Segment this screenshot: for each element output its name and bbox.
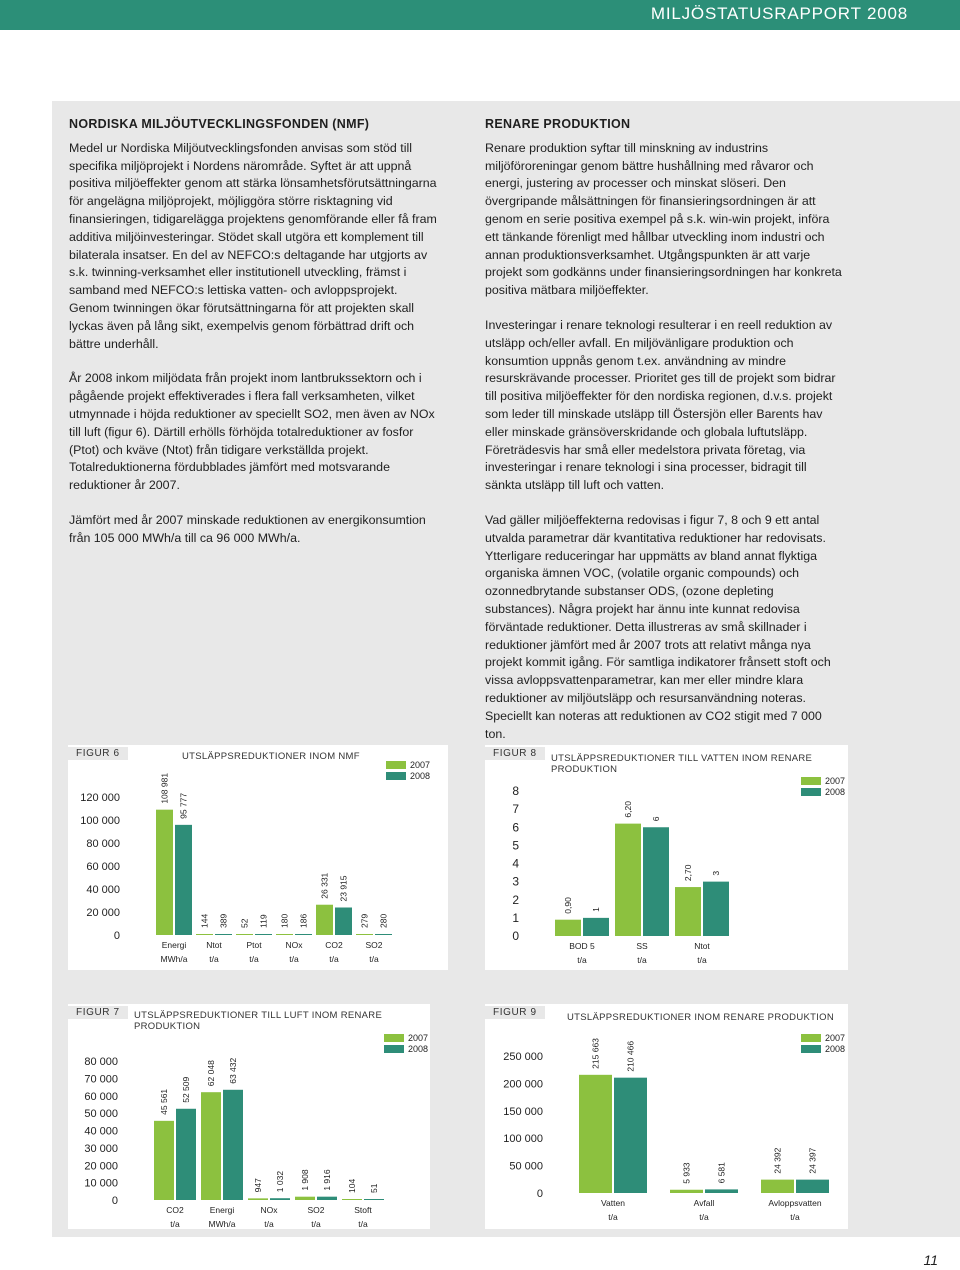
data-label: 63 432 — [228, 1057, 238, 1084]
y-tick-label: 4 — [512, 856, 519, 871]
x-unit-label: t/a — [637, 955, 647, 965]
data-label: 279 — [359, 913, 370, 928]
x-category-label: BOD 5 — [569, 941, 595, 951]
nmf-heading: NORDISKA MILJÖUTVECKLINGSFONDEN (NMF) — [69, 117, 370, 131]
bar-nox-2007 — [248, 1198, 268, 1200]
data-label: 52 — [239, 918, 250, 928]
x-unit-label: t/a — [311, 1219, 321, 1229]
figure-6-chart — [68, 745, 448, 970]
x-unit-label: t/a — [249, 954, 259, 964]
figure-9 — [485, 1004, 848, 1229]
renare-paragraph-1: Renare produktion syftar till minskning av industrins miljöföroreningar genom bättre hushållning med råvaror och energi, justering av processer och minskat slöseri. Den övergripande målsättningen för finansieringsordningen är att genom en serie positiva exempel på s.k. win-win projekt, införa ett tänkande förenligt med hållbar utveckling inom industri och annan produktionsverksamhet. Utgångspunkten är att varje projekt som godkänns under finansieringsordningen har konkreta positiva mätbara miljöeffekter. — [485, 140, 842, 298]
legend-2008: 2008 — [825, 1043, 846, 1054]
data-label: 6,20 — [623, 801, 633, 818]
data-label: 52 509 — [181, 1076, 191, 1103]
x-category-label: Ntot — [694, 941, 710, 951]
bar-nox-2008 — [270, 1198, 290, 1200]
data-label: 2,70 — [683, 864, 693, 882]
bar-energi-2007 — [156, 810, 173, 935]
legend-2007: 2007 — [410, 759, 431, 770]
bar-ntot-2007 — [675, 887, 701, 936]
bar-so2-2007 — [295, 1197, 315, 1200]
y-tick-label: 50 000 — [509, 1160, 543, 1173]
bar-ntot-2008 — [215, 934, 232, 935]
bar-ss-2007 — [615, 824, 641, 936]
data-label: 947 — [253, 1178, 263, 1193]
bar-avfall-2008 — [705, 1189, 738, 1193]
bar-avloppsvatten-2007 — [761, 1180, 794, 1193]
renare-paragraph-3: Vad gäller miljöeffekterna redovisas i figur 7, 8 och 9 ett antal utvalda parametrar där kvantitativa reduktioner har redovisats. Ytterligare reduceringar har uppmätts av bland annat flyktiga organiska ämnen VOC, (volatile organic compounds) och ozonnedbrytande substanser ODS, (ozone depleting substances). Några projekt har ännu inte kunnat redovisa förväntade reduktioner. Detta illustreras av små skillnader i reduktioner jämfört med år 2007 trots att relativt många nya projekt kommit igång. För samtliga indikatorer frånsett stoft och vissa avloppsvattenparametrar, kan mer eller mindre klara reduktioner av miljöutsläpp och resursanvändning noteras. Speciellt kan noteras att reduktionen av CO2 stigit med 7 000 ton. — [485, 512, 831, 741]
data-label: 186 — [298, 913, 309, 928]
bar-so2-2008 — [375, 934, 392, 935]
data-label: 0,90 — [563, 897, 573, 914]
figure-7 — [68, 1004, 430, 1229]
x-unit-label: t/a — [577, 955, 587, 965]
bar-co2-2007 — [316, 905, 333, 935]
data-label: 6 — [651, 816, 661, 822]
y-tick-label: 40 000 — [84, 1125, 118, 1138]
report-header — [0, 0, 960, 30]
data-label: 1 908 — [300, 1169, 310, 1191]
data-label: 280 — [378, 913, 389, 928]
legend-2008: 2008 — [410, 770, 431, 781]
x-unit-label: t/a — [209, 954, 219, 964]
left-column — [69, 116, 439, 565]
x-unit-label: t/a — [264, 1219, 274, 1229]
bar-ntot-2007 — [196, 934, 213, 935]
x-category-label: Energi — [209, 1205, 235, 1215]
data-label: 23 915 — [338, 875, 349, 902]
y-tick-label: 7 — [512, 802, 519, 817]
data-label: 180 — [279, 913, 290, 928]
bar-co2-2008 — [176, 1109, 196, 1200]
figure-7-title: UTSLÄPPSREDUKTIONER TILL LUFT INOM RENARE PRODUKTION — [134, 1010, 383, 1032]
nmf-paragraph-2: År 2008 inkom miljödata från projekt inom lantbrukssektorn och i pågående projekt effektiverades i flera fall verksamheten, vilket utmynnade i höjda reduktioner av speciellt SO2, men även av NOx till luft (figur 6). Därtill erhölls förhöjda totalreduktioner av fosfor (Ptot) och kväve (Ntot) från tidigare verkställda projekt. Totalreduktionerna fördubblades jämfört med motsvarande reduktioner år 2007. — [69, 371, 435, 493]
y-tick-label: 1 — [512, 910, 519, 925]
y-tick-label: 150 000 — [503, 1105, 543, 1118]
bar-vatten-2008 — [614, 1078, 647, 1193]
y-tick-label: 3 — [512, 874, 519, 889]
bar-nox-2008 — [295, 934, 312, 935]
figure-6-label: FIGUR 6 — [68, 747, 128, 760]
y-tick-label: 60 000 — [86, 861, 120, 873]
nmf-paragraph-3: Jämfört med år 2007 minskade reduktionen av energikonsumtion från 105 000 MWh/a till ca 96 000 MWh/a. — [69, 512, 426, 545]
x-category-label: Stoft — [354, 1205, 372, 1215]
y-tick-label: 120 000 — [80, 792, 120, 804]
bar-energi-2007 — [201, 1092, 221, 1200]
bar-co2-2007 — [154, 1121, 174, 1200]
figure-8-title: UTSLÄPPSREDUKTIONER TILL VATTEN INOM RENARE PRODUKTION — [551, 753, 813, 775]
figure-8-chart — [485, 745, 848, 970]
data-label: 5 933 — [681, 1162, 692, 1184]
figure-7-label: FIGUR 7 — [68, 1006, 128, 1019]
bar-nox-2007 — [276, 934, 293, 935]
bar-co2-2008 — [335, 907, 352, 935]
data-label: 389 — [218, 913, 229, 928]
data-label: 95 777 — [178, 792, 189, 819]
data-label: 24 397 — [807, 1147, 818, 1174]
data-label: 215 663 — [590, 1038, 601, 1069]
report-title: MILJÖSTATUSRAPPORT 2008 — [650, 4, 908, 23]
data-label: 210 466 — [625, 1040, 636, 1072]
bar-ntot-2008 — [703, 882, 729, 936]
legend-2007: 2007 — [825, 775, 846, 786]
bar-ptot-2007 — [236, 934, 253, 935]
bar-ss-2008 — [643, 827, 669, 936]
data-label: 62 048 — [206, 1060, 216, 1087]
x-category-label: Vatten — [601, 1198, 625, 1208]
y-tick-label: 100 000 — [80, 815, 120, 827]
renare-paragraph-2: Investeringar i renare teknologi resulterar i en reell reduktion av utsläpp och/eller avfall. En miljövänligare produktion och konsumtion uppnås genom t.ex. användning av mindre resurskrävande processer. Prioritet ges till de projekt som bidrar till positiva miljöeffekter för den nordiska regionen, d.v.s. projekt som leder till minskade utsläpp till Östersjön eller Barents hav eller minskade gränsöverskridande och globala luftutsläpp. Företrädesvis har små eller medelstora privata företag, via investeringar i renare teknologi i sina processer, bidragit till sänkta utsläpp till luft och vatten. — [485, 317, 836, 493]
data-label: 104 — [347, 1178, 357, 1193]
x-unit-label: t/a — [697, 955, 707, 965]
legend-2007: 2007 — [408, 1032, 429, 1043]
data-label: 3 — [711, 870, 721, 876]
y-tick-label: 0 — [536, 1188, 543, 1200]
data-label: 26 331 — [319, 872, 330, 899]
figure-6 — [68, 745, 448, 970]
x-category-label: NOx — [260, 1205, 278, 1215]
figure-8 — [485, 745, 848, 970]
data-label: 24 392 — [772, 1147, 783, 1174]
x-unit-label: t/a — [608, 1212, 618, 1222]
bar-so2-2008 — [317, 1197, 337, 1200]
y-tick-label: 5 — [512, 838, 519, 853]
y-tick-label: 250 000 — [503, 1051, 543, 1063]
y-tick-label: 10 000 — [84, 1177, 118, 1190]
y-tick-label: 0 — [113, 930, 120, 942]
y-tick-label: 6 — [512, 820, 519, 835]
x-category-label: SS — [636, 941, 648, 951]
y-tick-label: 100 000 — [503, 1133, 543, 1146]
figure-7-chart — [68, 1004, 430, 1229]
bar-avloppsvatten-2008 — [796, 1180, 829, 1193]
right-column — [485, 116, 845, 760]
x-unit-label: t/a — [790, 1212, 800, 1222]
x-category-label: Avfall — [693, 1198, 715, 1208]
y-tick-label: 8 — [512, 784, 519, 798]
bar-stoft-2007 — [342, 1199, 362, 1200]
data-label: 144 — [199, 913, 210, 928]
bar-energi-2008 — [175, 825, 192, 935]
y-tick-label: 80 000 — [84, 1056, 118, 1068]
y-tick-label: 70 000 — [84, 1073, 118, 1086]
y-tick-label: 50 000 — [84, 1108, 118, 1121]
data-label: 1 032 — [275, 1170, 285, 1193]
renare-heading: RENARE PRODUKTION — [485, 117, 631, 131]
bar-vatten-2007 — [579, 1075, 612, 1193]
bar-bod-5-2007 — [555, 920, 581, 936]
figure-9-label: FIGUR 9 — [485, 1006, 545, 1019]
figure-9-title: UTSLÄPPSREDUKTIONER INOM RENARE PRODUKTION — [567, 1012, 835, 1023]
data-label: 1 916 — [322, 1169, 332, 1191]
figure-8-label: FIGUR 8 — [485, 747, 545, 760]
figure-9-chart — [485, 1004, 848, 1229]
y-tick-label: 40 000 — [86, 884, 120, 896]
x-category-label: Avloppsvatten — [768, 1198, 822, 1208]
data-label: 119 — [258, 914, 269, 928]
bar-stoft-2008 — [364, 1199, 384, 1200]
legend-2008: 2008 — [408, 1043, 429, 1054]
x-category-label: Ntot — [206, 940, 222, 950]
x-category-label: CO2 — [325, 940, 343, 950]
x-unit-label: t/a — [170, 1219, 180, 1229]
x-category-label: SO2 — [307, 1205, 325, 1215]
x-category-label: Energi — [161, 940, 187, 950]
bar-avfall-2007 — [670, 1190, 703, 1193]
x-category-label: Ptot — [246, 940, 262, 950]
y-tick-label: 20 000 — [84, 1160, 118, 1173]
data-label: 45 561 — [159, 1088, 169, 1115]
data-label: 51 — [369, 1183, 379, 1193]
y-tick-label: 30 000 — [84, 1142, 118, 1155]
legend-2007: 2007 — [825, 1032, 846, 1043]
x-unit-label: MWh/a — [208, 1219, 236, 1229]
y-tick-label: 60 000 — [84, 1090, 118, 1103]
x-category-label: SO2 — [365, 940, 383, 950]
x-category-label: CO2 — [166, 1205, 184, 1215]
x-category-label: NOx — [285, 940, 303, 950]
x-unit-label: t/a — [369, 954, 379, 964]
legend-2008: 2008 — [825, 786, 846, 797]
y-tick-label: 0 — [512, 929, 519, 943]
nmf-paragraph-1: Medel ur Nordiska Miljöutvecklingsfonden anvisas som stöd till specifika miljöprojekt i Nordens närområde. Syftet är att uppnå positiva miljöeffekter genom att stärka lönsamhetsförutsättningarna för angelägna miljöprojekt, möjliggöra större risktagning vid finansieringen, tidigarelägga projektens genomförande eller få fram additiva miljöinvesteringar. Stödet skall utgöra ett komplement till bilaterala insatser. En del av NEFCO:s deltagande har utgjorts av s.k. twinning-verksamhet eller institutionell utveckling, främst i samband med NEFCO:s lettiska vatten- och avloppsprojekt. Genom twinningen ökar förutsättningarna för att projekten skall lyckas även på lång sikt, exempelvis genom förbättrad drift och bättre underhåll. — [69, 140, 437, 351]
bar-ptot-2008 — [255, 934, 272, 935]
y-tick-label: 80 000 — [86, 838, 120, 850]
bar-energi-2008 — [223, 1090, 243, 1200]
bar-so2-2007 — [356, 934, 373, 935]
data-label: 108 981 — [159, 772, 170, 804]
y-tick-label: 20 000 — [86, 907, 120, 919]
bar-bod-5-2008 — [583, 918, 609, 936]
y-tick-label: 2 — [512, 892, 519, 907]
y-tick-label: 0 — [111, 1195, 118, 1207]
data-label: 6 581 — [716, 1162, 727, 1184]
page-number: 11 — [923, 1252, 938, 1268]
x-unit-label: t/a — [329, 954, 339, 964]
figure-6-title: UTSLÄPPSREDUKTIONER INOM NMF — [182, 751, 360, 762]
x-unit-label: t/a — [699, 1212, 709, 1222]
x-unit-label: t/a — [358, 1219, 368, 1229]
y-tick-label: 200 000 — [503, 1078, 543, 1091]
x-unit-label: t/a — [289, 954, 299, 964]
data-label: 1 — [591, 907, 601, 912]
x-unit-label: MWh/a — [160, 954, 188, 964]
